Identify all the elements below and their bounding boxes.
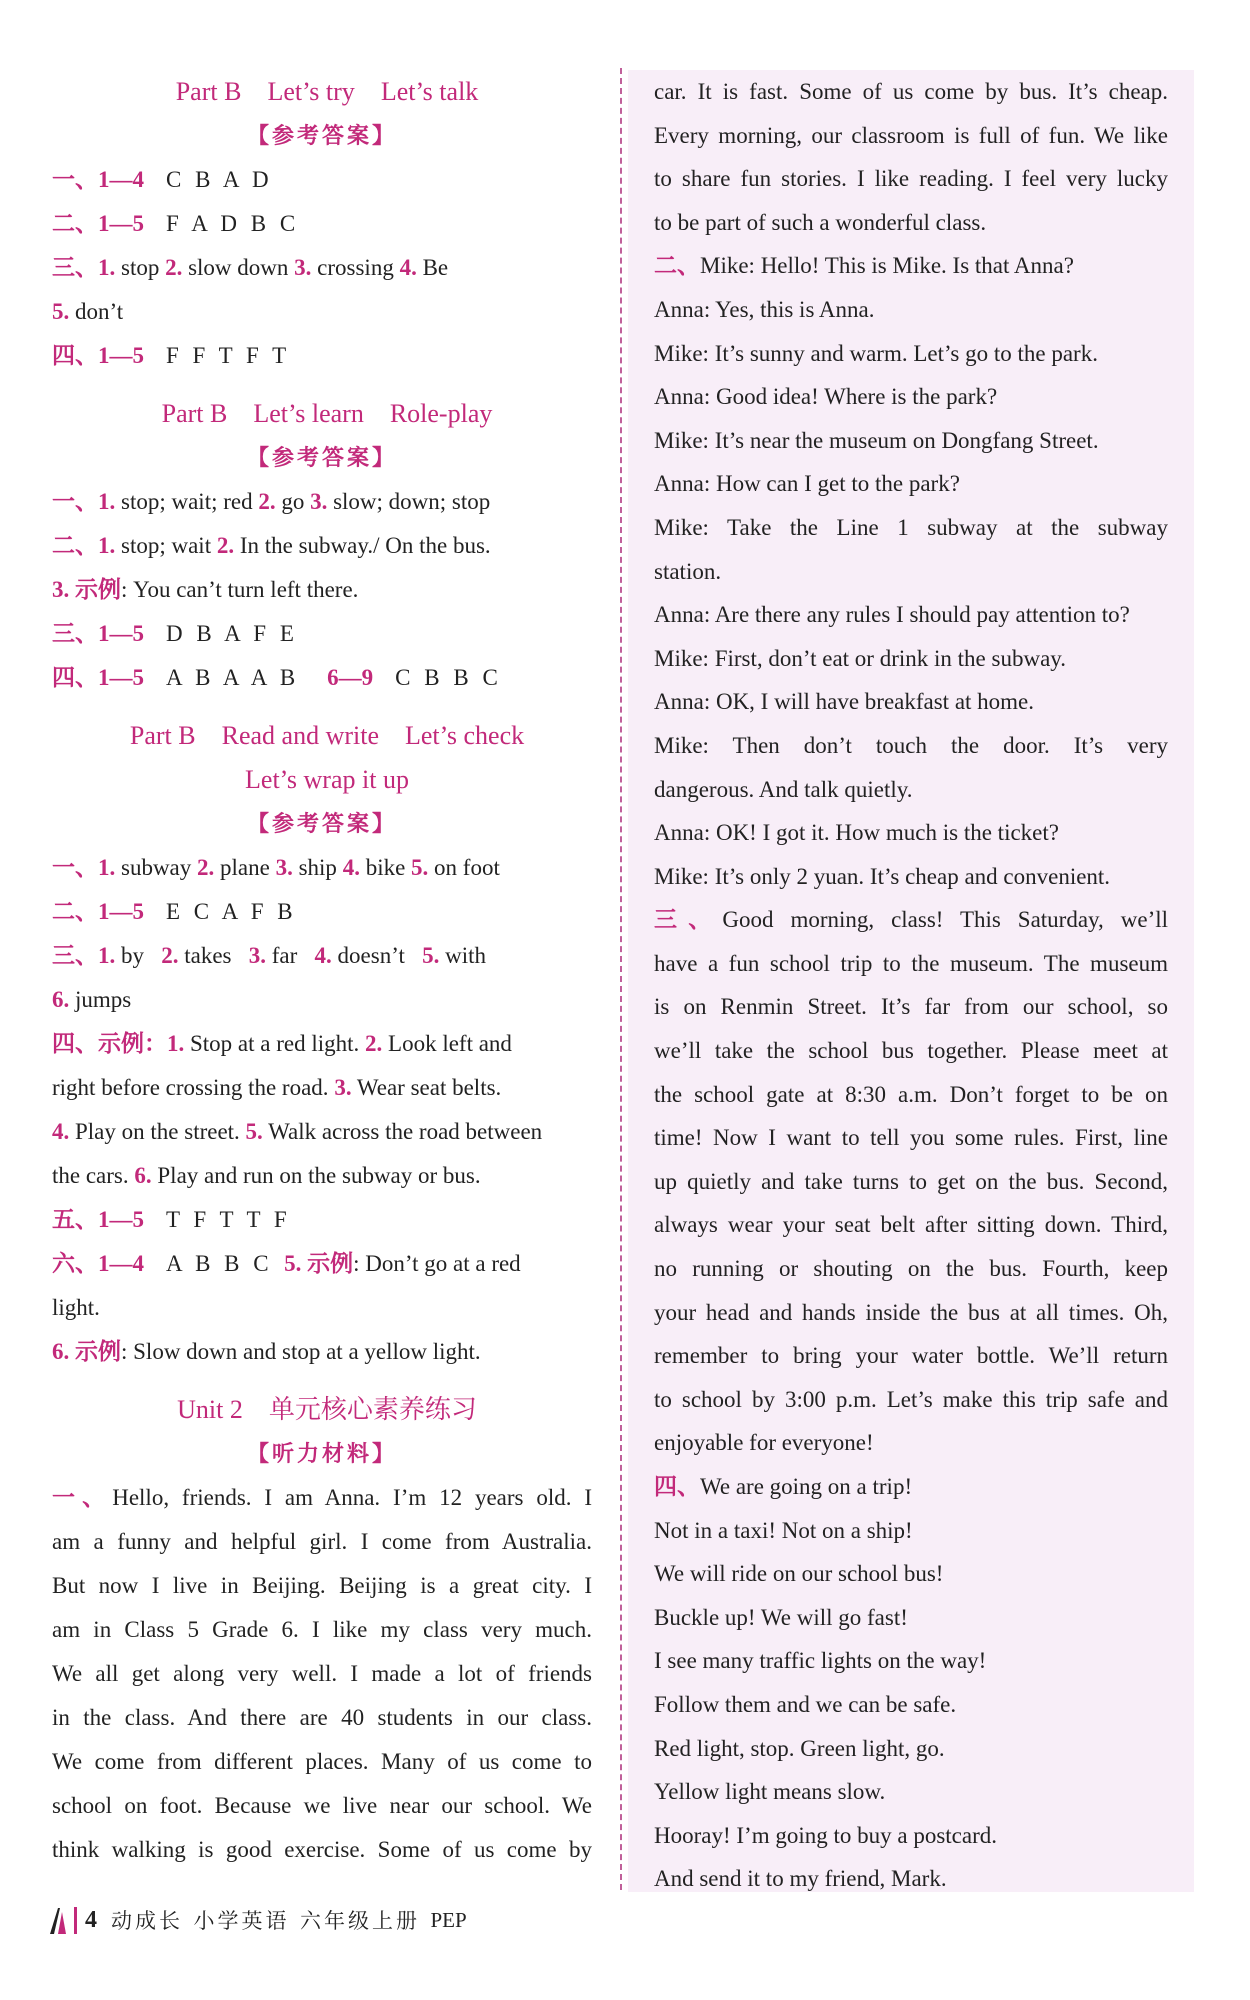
- dialogue-line: dangerous. And talk quietly.: [654, 776, 913, 802]
- answer-row: 一、1—4 C B A D: [52, 167, 273, 192]
- passage-line: your head and hands inside the bus at all times. Oh,: [654, 1299, 1168, 1325]
- answer-row: right before crossing the road. 3. Wear seat belts.: [52, 1075, 502, 1100]
- listening-label: 【听力材料】: [246, 1441, 397, 1466]
- answer-row: 五、1—5 T F T T F: [52, 1207, 291, 1232]
- answer-row: 三、1. by 2. takes 3. far 4. doesn’t 5. with: [52, 943, 486, 968]
- heading-part: Part B: [175, 77, 242, 106]
- passage-line: the school gate at 8:30 a.m. Don’t forget to be on: [654, 1081, 1168, 1107]
- answer-row: 6. jumps: [52, 987, 132, 1012]
- heading-lesson: Let’s talk: [380, 77, 479, 106]
- dialogue-line: Mike: Take the Line 1 subway at the subway: [654, 514, 1168, 540]
- dialogue-line: Mike: It’s only 2 yuan. It’s cheap and convenient.: [654, 863, 1111, 889]
- poem-line: Follow them and we can be safe.: [654, 1691, 957, 1717]
- poem-line: I see many traffic lights on the way!: [654, 1648, 987, 1674]
- passage-line: time! Now I want to tell you some rules. First, line: [654, 1125, 1168, 1151]
- dialogue-line: Anna: Are there any rules I should pay attention to?: [654, 602, 1130, 628]
- passage-line: to share fun stories. I like reading. I feel very lucky: [654, 166, 1168, 192]
- heading-part: Part B: [161, 399, 228, 428]
- heading-lesson: Read and write: [221, 721, 379, 750]
- passage-line: think walking is good exercise. Some of us come by: [52, 1837, 592, 1862]
- answer-row: 三、1—5 D B A F E: [52, 621, 298, 646]
- passage-line: is on Renmin Street. It’s far from our school, so: [654, 994, 1168, 1020]
- passage-line: Every morning, our classroom is full of fun. We like: [654, 122, 1168, 148]
- heading-lesson: Let’s learn: [253, 399, 364, 428]
- passage-line: always wear your seat belt after sitting down. Third,: [654, 1212, 1168, 1238]
- answer-row: 4. Play on the street. 5. Walk across the road between: [52, 1119, 543, 1144]
- passage-line: up quietly and take turns to get on the bus. Second,: [654, 1168, 1168, 1194]
- page-number: 4: [74, 1907, 105, 1934]
- answer-row: 一、1. subway 2. plane 3. ship 4. bike 5. on foot: [52, 855, 500, 880]
- listening-passage-1-cont: [654, 70, 1168, 1901]
- passage-line: car. It is fast. Some of us come by bus. It’s cheap.: [654, 79, 1168, 104]
- passage-line: have a fun school trip to the museum. The museum: [654, 950, 1168, 976]
- poem-line: And send it to my friend, Mark.: [654, 1866, 947, 1892]
- answer-row: 四、示例：1. Stop at a red light. 2. Look left and: [52, 1031, 512, 1056]
- poem-line: We will ride on our school bus!: [654, 1561, 944, 1587]
- answer-row: 一、1. stop; wait; red 2. go 3. slow; down; stop: [52, 489, 491, 514]
- passage-line: am a funny and helpful girl. I come from Australia.: [52, 1529, 592, 1554]
- heading-unit: Unit 2: [177, 1395, 243, 1424]
- heading-part: Part B: [129, 721, 196, 750]
- section-heading-line2: Let’s wrap it up: [245, 765, 409, 794]
- answer-row: light.: [52, 1295, 100, 1320]
- passage-line: we’ll take the school bus together. Please meet at: [654, 1038, 1168, 1064]
- answer-label: 【参考答案】: [246, 445, 397, 470]
- passage-line: 一、Hello, friends. I am Anna. I’m 12 years old. I: [52, 1485, 592, 1510]
- left-column: [52, 70, 592, 1872]
- dialogue-line: Anna: OK, I will have breakfast at home.: [654, 689, 1035, 715]
- dialogue-line: Mike: It’s sunny and warm. Let’s go to the park.: [654, 340, 1098, 366]
- answer-row: 5. don’t: [52, 299, 124, 324]
- section-heading: [52, 714, 592, 758]
- answer-row: 6. 示例: Slow down and stop at a yellow light.: [52, 1339, 481, 1364]
- dialogue-line: Anna: Yes, this is Anna.: [654, 296, 875, 322]
- section-heading: [52, 70, 592, 114]
- heading-lesson: Let’s check: [405, 721, 525, 750]
- passage-line: But now I live in Beijing. Beijing is a great city. I: [52, 1573, 592, 1598]
- column-divider: [620, 68, 622, 1890]
- answer-label: 【参考答案】: [246, 811, 397, 836]
- passage-line: to be part of such a wonderful class.: [654, 209, 987, 235]
- answer-row: 四、1—5 F F T F T: [52, 343, 291, 368]
- answer-row: 3. 示例: You can’t turn left there.: [52, 577, 359, 602]
- answer-label: 【参考答案】: [246, 123, 397, 148]
- dialogue-line: Anna: Good idea! Where is the park?: [654, 384, 998, 410]
- poem-line: Yellow light means slow.: [654, 1779, 886, 1805]
- poem-line: 四、We are going on a trip!: [654, 1474, 913, 1499]
- page-footer: [50, 1902, 467, 1938]
- answer-row: the cars. 6. Play and run on the subway or bus.: [52, 1163, 481, 1188]
- heading-lesson: Let’s try: [267, 77, 355, 106]
- heading-lesson: 单元核心素养练习: [268, 1395, 477, 1424]
- publisher-logo-icon: [50, 1906, 66, 1934]
- answer-row: 三、1. stop 2. slow down 3. crossing 4. Be: [52, 255, 449, 280]
- poem-line: Hooray! I’m going to buy a postcard.: [654, 1822, 998, 1848]
- dialogue-line: Mike: It’s near the museum on Dongfang Street.: [654, 427, 1099, 453]
- dialogue-line: station.: [654, 558, 722, 584]
- grade-name: 六年级上册: [300, 1909, 420, 1933]
- passage-line: am in Class 5 Grade 6. I like my class very much.: [52, 1617, 592, 1642]
- dialogue-line: Anna: OK! I got it. How much is the ticket?: [654, 820, 1059, 846]
- passage-line: school on foot. Because we live near our school. We: [52, 1793, 592, 1818]
- listening-passage-1: [52, 1476, 592, 1872]
- passage-line: 三、Good morning, class! This Saturday, we’ll: [654, 907, 1169, 933]
- poem-line: Red light, stop. Green light, go.: [654, 1735, 945, 1761]
- passage-line: to school by 3:00 p.m. Let’s make this trip safe and: [654, 1386, 1168, 1412]
- dialogue-line: Anna: How can I get to the park?: [654, 471, 960, 497]
- passage-line: We all get along very well. I made a lot of friends: [52, 1661, 592, 1686]
- publisher-name: 动成长: [111, 1909, 183, 1933]
- dialogue-line: 二、Mike: Hello! This is Mike. Is that Anna?: [654, 253, 1074, 279]
- passage-line: in the class. And there are 40 students in our class.: [52, 1705, 592, 1730]
- answer-row: 二、1—5 E C A F B: [52, 899, 297, 924]
- passage-line: We come from different places. Many of us come to: [52, 1749, 592, 1774]
- dialogue-line: Mike: First, don’t eat or drink in the subway.: [654, 645, 1067, 671]
- dialogue-line: Mike: Then don’t touch the door. It’s very: [654, 732, 1168, 758]
- section-heading: [52, 392, 592, 436]
- answer-row: 四、1—5 A B A A B 6—9 C B B C: [52, 665, 502, 690]
- right-column: [628, 70, 1194, 1892]
- poem-line: Buckle up! We will go fast!: [654, 1604, 908, 1630]
- passage-line: remember to bring your water bottle. We’ll return: [654, 1343, 1168, 1369]
- subject-name: 小学英语: [193, 1909, 290, 1933]
- answer-row: 二、1. stop; wait 2. In the subway./ On the bus.: [52, 533, 491, 558]
- edition-name: PEP: [430, 1907, 467, 1932]
- passage-line: no running or shouting on the bus. Fourth, keep: [654, 1256, 1168, 1282]
- passage-line: enjoyable for everyone!: [654, 1430, 874, 1456]
- answer-row: 六、1—4 A B B C 5. 示例: Don’t go at a red: [52, 1251, 521, 1276]
- poem-line: Not in a taxi! Not on a ship!: [654, 1517, 913, 1543]
- answer-row: 二、1—5 F A D B C: [52, 211, 300, 236]
- section-heading: [52, 1388, 592, 1432]
- heading-lesson: Role-play: [389, 399, 493, 428]
